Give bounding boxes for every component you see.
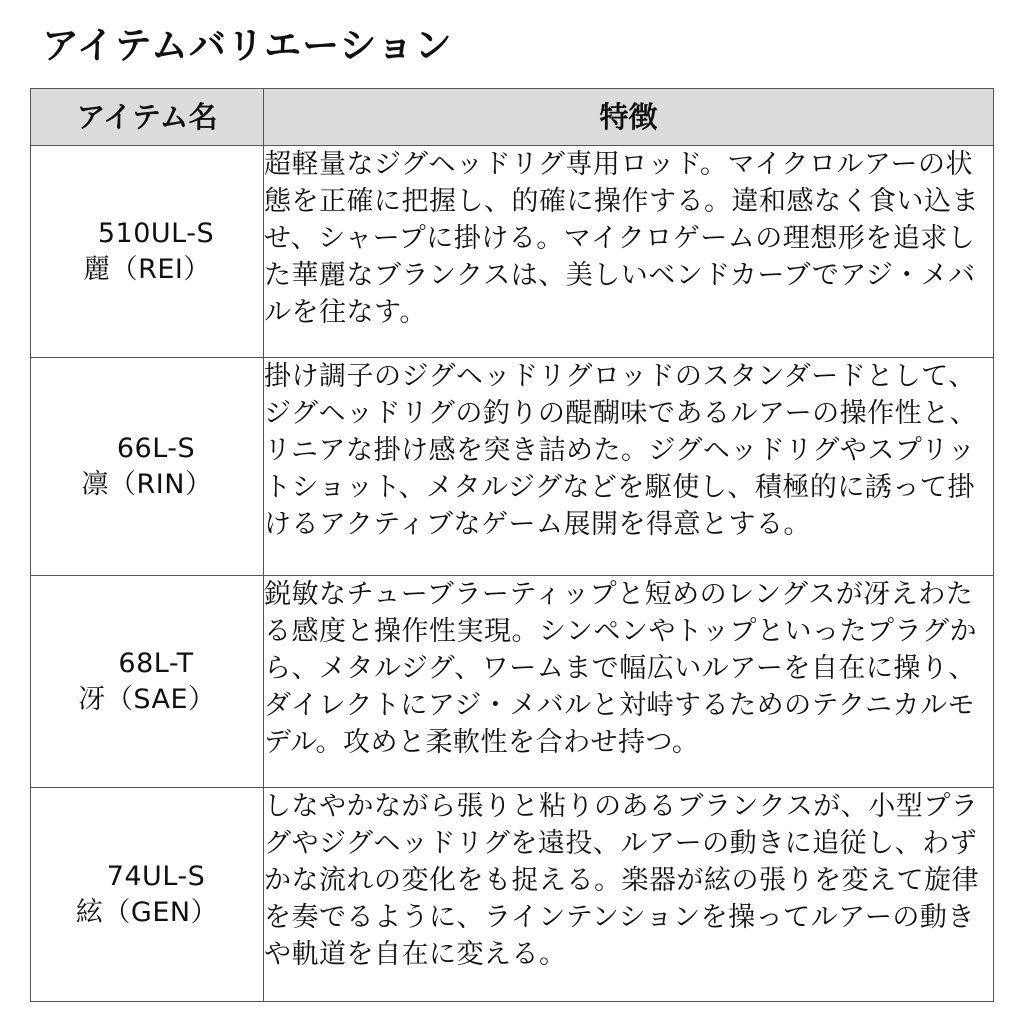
item-feature: 超軽量なジグヘッドリグ専用ロッド。マイクロルアーの状態を正確に把握し、的確に操作する。違和感なく食い込ませ、シャープに掛ける。マイクロゲームの理想形を追求した華麗なブランクスは、美しいベンドカーブでアジ・メバルを往なす。: [264, 146, 994, 358]
item-nickname: 麗（REI）: [83, 253, 211, 285]
table-header-row: [31, 89, 994, 146]
item-nickname: 冴（SAE）: [78, 683, 216, 715]
item-model: 510UL-S: [97, 217, 215, 249]
item-nickname: 絃（GEN）: [75, 896, 219, 928]
item-nickname: 凛（RIN）: [81, 468, 213, 500]
item-model: 66L-S: [116, 432, 196, 464]
item-model: 74UL-S: [106, 860, 206, 892]
item-feature: 鋭敏なチューブラーティップと短めのレングスが冴えわたる感度と操作性実現。シンペンやトップといったプラグから、メタルジグ、ワームまで幅広いルアーを自在に操り、ダイレクトにアジ・メバルと対峙するためのテクニカルモデル。攻めと柔軟性を合わせ持つ。: [264, 576, 994, 788]
item-variation-table: [30, 88, 994, 1002]
item-name-cell: [31, 576, 264, 788]
item-name-cell: [31, 788, 264, 1002]
item-feature: しなやかながら張りと粘りのあるブランクスが、小型プラグやジグヘッドリグを遠投、ルアーの動きに追従し、わずかな流れの変化をも捉える。楽器が絃の張りを変えて旋律を奏でるように、ラインテンションを操ってルアーの動きや軌道を自在に変える。: [264, 788, 994, 1002]
table-row: [31, 576, 994, 788]
table-row: [31, 788, 994, 1002]
item-feature: 掛け調子のジグヘッドリグロッドのスタンダードとして、ジグヘッドリグの釣りの醍醐味であるルアーの操作性と、リニアな掛け感を突き詰めた。ジグヘッドリグやスプリットショット、メタルジグなどを駆使し、積極的に誘って掛けるアクティブなゲーム展開を得意とする。: [264, 358, 994, 576]
item-model: 68L-T: [118, 647, 194, 679]
item-name-cell: [31, 146, 264, 358]
table-row: [31, 358, 994, 576]
header-item-name: アイテム名: [31, 89, 264, 146]
table-row: [31, 146, 994, 358]
page-title: アイテムバリエーション: [42, 24, 453, 67]
item-name-cell: [31, 358, 264, 576]
header-feature: 特徴: [264, 89, 994, 146]
